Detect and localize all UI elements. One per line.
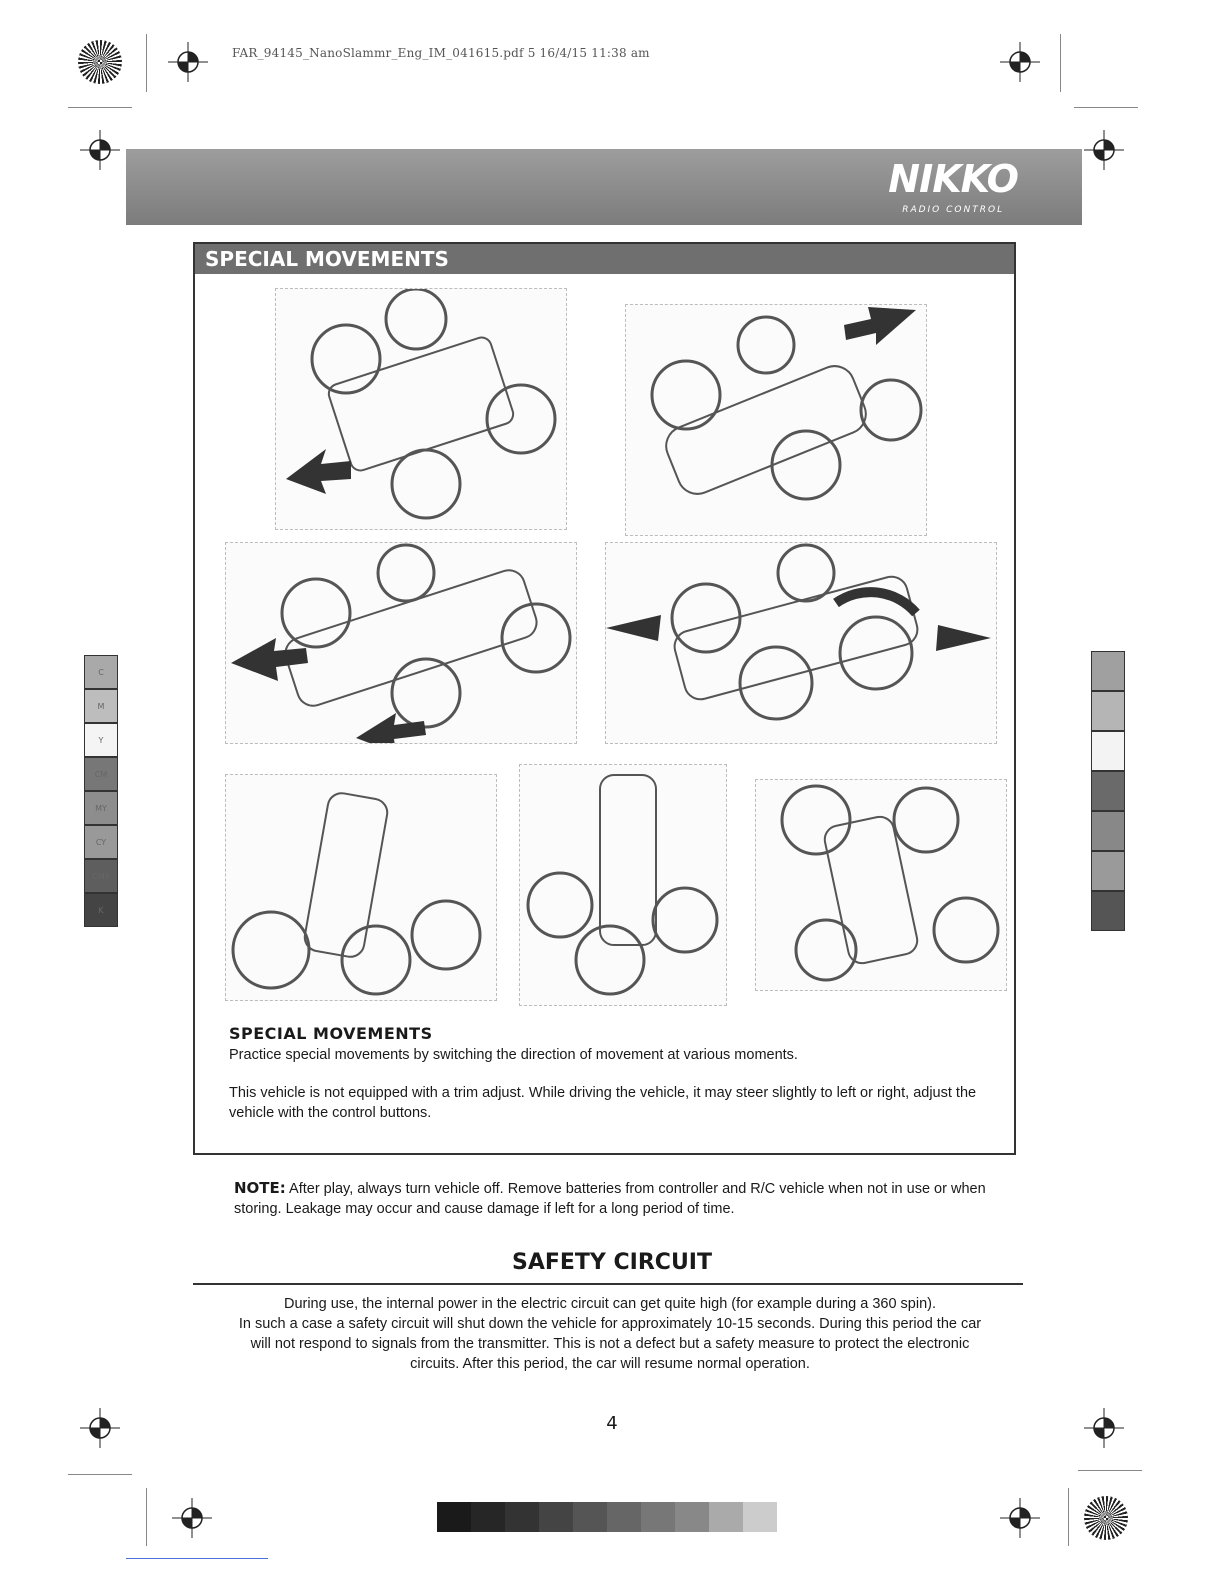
- color-patch: C: [84, 655, 118, 689]
- header-band: [126, 149, 1082, 225]
- crop-line: [68, 107, 132, 108]
- vehicle-illustration-backward: [625, 304, 927, 536]
- safety-line: circuits. After this period, the car will resume normal operation.: [410, 1356, 810, 1372]
- color-control-bar: [84, 655, 118, 927]
- safety-line: During use, the internal power in the electric circuit can get quite high (for example during a 360 spin).: [283, 1296, 937, 1312]
- slug-divider: [146, 1488, 147, 1546]
- registration-mark-icon: [168, 42, 208, 82]
- logo-subtext: RADIO CONTROL: [902, 205, 1005, 215]
- color-control-bar-right: [1091, 651, 1125, 931]
- safety-circuit-text: [180, 1294, 1040, 1374]
- logo-wordmark: NIKKO: [888, 157, 1018, 201]
- safety-circuit-title: SAFETY CIRCUIT: [512, 1250, 712, 1275]
- crop-line: [68, 1474, 132, 1475]
- color-patch: K: [84, 893, 118, 927]
- registration-mark-icon: [80, 1408, 120, 1448]
- color-patch: Y: [84, 723, 118, 757]
- color-patch: MY: [84, 791, 118, 825]
- page-bottom-edge: [126, 1558, 268, 1559]
- registration-mark-icon: [172, 1498, 212, 1538]
- registration-mark-icon: [1000, 42, 1040, 82]
- subsection-title: SPECIAL MOVEMENTS: [229, 1024, 433, 1043]
- slug-line: FAR_94145_NanoSlammr_Eng_IM_041615.pdf 5 16/4/15 11:38 am: [232, 46, 650, 60]
- section-divider: [193, 1283, 1023, 1285]
- slug-divider: [146, 34, 147, 92]
- registration-mark-icon: [80, 130, 120, 170]
- color-patch: CMY: [84, 859, 118, 893]
- registration-mark-icon: [1084, 130, 1124, 170]
- note-text: After play, always turn vehicle off. Remove batteries from controller and R/C vehicle when not in use or when storing. Leakage may occur and cause damage if left for a long period of time.: [234, 1181, 986, 1217]
- crop-line: [1074, 107, 1138, 108]
- slug-divider: [1068, 1488, 1069, 1546]
- slug-divider: [1060, 34, 1061, 92]
- page-number: 4: [606, 1413, 618, 1434]
- safety-line: In such a case a safety circuit will shut down the vehicle for approximately 10-15 seconds. During this period the car: [238, 1316, 982, 1332]
- color-patch: CY: [84, 825, 118, 859]
- color-patch: M: [84, 689, 118, 723]
- vehicle-illustration-wheelie-2: [519, 764, 727, 1006]
- note-label: NOTE:: [234, 1179, 286, 1197]
- vehicle-illustration-wheelie-1: [225, 774, 497, 1001]
- registration-mark-icon: [1084, 1408, 1124, 1448]
- vehicle-illustration-sideways: [225, 542, 577, 744]
- vehicle-illustration-spin: [605, 542, 997, 744]
- special-movements-box: [193, 242, 1016, 1155]
- corner-starburst-icon: [78, 40, 122, 84]
- registration-mark-icon: [1000, 1498, 1040, 1538]
- section-heading: SPECIAL MOVEMENTS: [195, 244, 1014, 274]
- vehicle-illustration-upright: [755, 779, 1007, 991]
- color-patch: CM: [84, 757, 118, 791]
- crop-line: [1078, 1470, 1142, 1471]
- brand-logo: [888, 159, 1018, 215]
- corner-starburst-icon: [1084, 1496, 1128, 1540]
- practice-paragraph: Practice special movements by switching the direction of movement at various moments.: [229, 1047, 798, 1063]
- grey-step-bar: [437, 1502, 777, 1532]
- note-paragraph: [234, 1178, 994, 1219]
- vehicle-illustration-forward: [275, 288, 567, 530]
- safety-line: will not respond to signals from the transmitter. This is not a defect but a safety measure to protect the electronic: [250, 1336, 970, 1352]
- trim-paragraph: This vehicle is not equipped with a trim adjust. While driving the vehicle, it may steer slightly to left or right, adjust the vehicle with the control buttons.: [229, 1085, 977, 1121]
